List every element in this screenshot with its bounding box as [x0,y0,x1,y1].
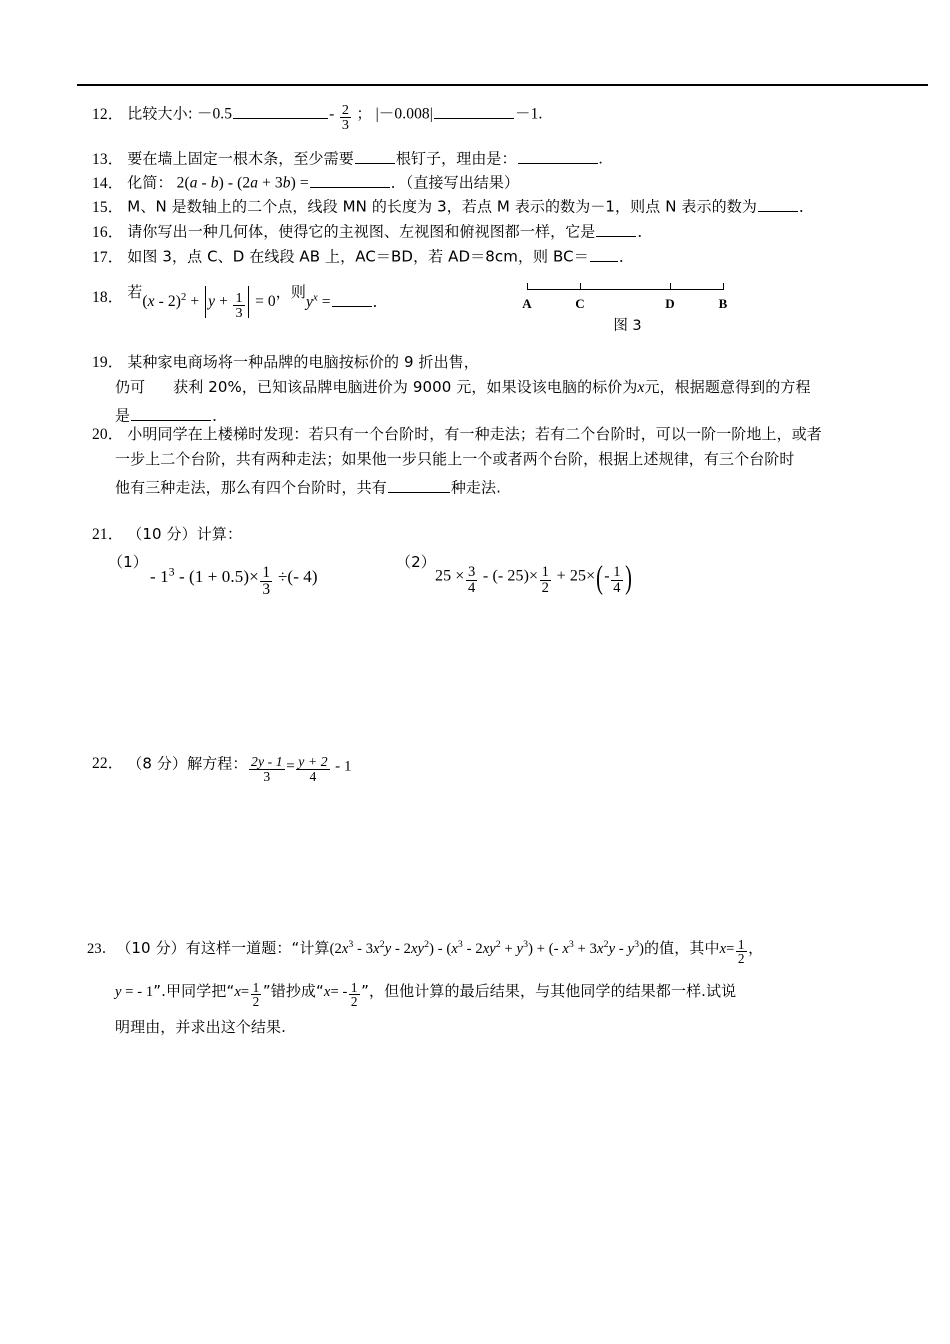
q21-sub2-fraction-3 [611,565,622,596]
fraction-numerator: 1 [262,564,271,582]
question-21-sub1-expression [150,562,318,599]
question-22-lhs-fraction [249,755,285,784]
fraction-numerator: 1 [235,289,243,306]
question-14-var-b: b [210,174,219,192]
q21-sub2-fraction-2 [540,565,551,596]
question-20-text-line-1: 小明同学在上楼梯时发现：若只有一个台阶时，有一种走法；若有二个台阶时，可以一阶一阶地上，或者 [127,425,822,443]
question-23-x-fraction [736,938,747,966]
fraction-denominator: 2 [541,579,550,596]
question-23-line1-c: 的值，其中 [644,939,720,958]
question-12-value-b: |－0.008| [375,105,433,123]
question-14-var-a: a [189,174,198,192]
question-12-separator: ； [356,104,372,123]
question-23-var-y: y [115,984,122,1001]
fraction-denominator: 4 [309,768,317,784]
question-14-text-1: 化简： [127,173,173,192]
figure-3-caption: 图 3 [613,318,642,334]
figure-3-segment [527,289,723,290]
q21-sub1-p2: - (1 + 0.5)× [174,567,259,587]
question-19-text-line-3: 是 [115,406,131,425]
question-19-var-x: x [637,379,645,396]
question-18-text-1: 若 [127,283,143,302]
fraction-numerator: 1 [350,979,358,995]
question-22-points: （8 分） [127,754,188,773]
question-23-quote-4: ” [361,982,369,1001]
question-23-fraction-2 [349,981,360,1009]
question-21-number: 21． [92,526,124,543]
question-23-expression: $(2x^3 - 3x^2y - 2xy^2) - (x^3 - 2xy^2 + y^3)$ + (- $x^3 + 3x^2y - y^3$) [329,939,645,958]
question-23-eq-1: = [240,984,250,1001]
q21-sub2-p3: + 25× [552,567,596,585]
abs-bar-left-icon [205,286,206,318]
question-20-text-line-2: 一步上二个台阶，共有两种走法；如果他一步只能上一个或者两个台阶，根据上述规律，有三个台阶时 [115,450,795,468]
question-23-equals: = [726,941,735,958]
question-21-points: （10 分） [127,525,197,543]
question-15 [92,196,815,215]
question-18-power: 2 [180,291,187,303]
question-18-yx-exp: x [312,292,318,304]
question-23-line1-b: 计算 [299,939,330,958]
fraction-numerator: 2 [341,102,350,119]
question-12-fraction [340,103,351,133]
question-17-text-1: 如图 3，点 C、D 在线段 AB 上，AC＝BD，若 AD＝8cm，则 BC＝ [127,247,589,266]
question-22-rhs-fraction [296,755,329,784]
fraction-denominator: 3 [235,305,243,322]
question-14 [92,172,519,191]
question-23-line-1 [87,935,764,967]
question-23-line3: 明理由，并求出这个结果. [115,1018,286,1036]
fraction-numerator: y + 2 [298,753,328,769]
question-18-yx-base: y [305,294,313,312]
question-12-blank-2[interactable] [434,103,514,119]
question-15-blank[interactable] [758,196,798,212]
question-13-number: 13． [92,150,124,168]
fraction-numerator: 1 [613,564,621,581]
fraction-numerator: 2y - 1 [251,753,283,769]
question-20-text-line-3b: 种走法. [450,478,501,497]
question-15-number: 15． [92,198,124,216]
fraction-numerator: 1 [252,979,260,995]
q21-sub1-p3: ÷(- 4) [273,567,318,587]
question-23-y-value: = - 1 [121,984,154,1001]
question-15-text-1: M、N 是数轴上的二个点，线段 MN 的长度为 3，若点 M 表示的数为－1，则点 N 表示的数为 [127,197,757,216]
question-21 [92,527,242,543]
question-23-quote-1: “ [226,982,235,1001]
question-22-rhs-tail: - 1 [331,758,352,775]
question-18-expr-plus2: + [215,293,232,311]
question-14-expr-2: - [197,174,211,192]
fraction-denominator: 2 [350,994,358,1010]
fraction-denominator: 3 [341,117,350,134]
figure-3-tick-c [580,283,581,290]
question-15-text-2: ． [798,198,815,216]
question-13 [92,148,603,167]
question-14-expr-3: ) - (2 [218,174,251,192]
fraction-denominator: 3 [263,768,271,784]
question-22-number: 22． [92,755,124,773]
question-14-number: 14． [92,174,124,192]
figure-3-label-d: D [665,296,675,311]
question-13-text-2: 根钉子，理由是： [395,149,517,168]
question-23-line-2 [115,978,737,1010]
question-17-text-2: ． [618,248,635,266]
question-21-sub2-label [396,555,436,570]
question-17-blank[interactable] [590,246,618,262]
question-17-number: 17． [92,248,124,266]
question-18-expr-eq2: = [317,294,331,312]
question-23-quote-3: “ [316,982,324,1001]
question-12 [92,100,543,134]
question-20-line-2 [115,452,795,468]
question-23-line2-b: 错抄成 [270,982,317,1001]
question-23-line-3 [115,1020,286,1036]
figure-3-label-a: A [522,296,532,311]
question-18-var-y: y [208,293,216,311]
sub-label-1: （1） [108,553,148,571]
question-19-line-3 [115,405,228,424]
question-14-var-c: a [250,174,259,192]
question-21-sub1-label [108,555,148,570]
question-22-text: 解方程： [187,754,248,773]
fraction-denominator: 3 [262,581,271,599]
question-23-var-x: x [719,941,727,958]
question-23-comma: ， [748,939,764,958]
question-19-text-line-2b: 获利 20%，已知该品牌电脑进价为 9000 元，如果设该电脑的标价为 [173,378,638,396]
fraction-denominator: 4 [613,579,621,596]
figure-3-label-b: B [718,296,728,311]
question-13-text-1: 要在墙上固定一根木条，至少需要 [127,149,354,168]
q21-sub2-p2: - (- 25)× [478,567,539,585]
question-14-text-2: ．（直接写出结果） [390,173,520,192]
question-14-expr-1: 2( [176,174,190,192]
figure-3-label-c: C [575,296,585,311]
question-16 [92,221,653,240]
fraction-denominator: 4 [467,579,476,596]
question-21-sub2-expression: 25 × $\frac{3}{4}$ - (- 25)× $\frac{1}{2}$ + 25×(- $\frac{1}{4}$ ) [435,559,633,596]
question-19-period: ． [212,407,228,425]
question-23-quote-2: ” [262,982,271,1001]
question-18 [92,282,389,322]
question-12-number: 12． [92,105,124,123]
question-23-number: 23． [87,941,117,958]
figure-3-tick-b [723,283,724,290]
question-16-text-2: ． [637,223,654,241]
q21-sub1-fraction [260,565,272,598]
question-16-number: 16． [92,223,124,241]
fraction-numerator: 1 [737,936,745,952]
figure-3-tick-a [527,283,528,290]
question-12-op: - [329,105,335,123]
question-17 [92,246,634,265]
question-20-blank[interactable] [388,477,450,493]
question-21-text: 计算： [196,525,243,543]
question-23-x1: x [234,984,241,1001]
question-23-line2-c: ，但他计算的最后结果，与其他同学的结果都一样.试说 [368,982,737,1001]
question-19-text-line-2a: 仍可 [115,378,146,396]
question-23-x2: x [323,984,331,1001]
header-rule [77,84,928,86]
question-20-text-line-3a: 他有三种走法，那么有四个台阶时，共有 [115,478,387,497]
question-14-expr-5: ) = [290,174,309,192]
question-23-points: （10 分） [116,939,186,958]
question-12-value-c: －1. [515,105,543,123]
question-16-text-1: 请你写出一种几何体，使得它的主视图、左视图和俯视图都一样，它是 [127,222,596,241]
question-20-line-3 [115,477,501,496]
question-18-blank[interactable] [332,291,372,307]
fraction-numerator: 3 [467,564,476,581]
figure-3 [520,281,735,333]
question-12-value-a: －0.5 [196,105,233,123]
question-20-line-1 [92,427,822,443]
question-14-blank[interactable] [310,172,390,188]
question-23-close-quote: ” [153,982,162,1001]
question-22-equals: = [286,758,295,775]
question-19-blank[interactable] [131,405,211,421]
question-18-var-x: x [147,293,155,311]
question-18-expr-eq: = 0 [251,293,276,311]
question-18-expr-plus: + [186,293,204,311]
question-23-line1-a: 有这样一道题： [185,939,292,958]
question-23-eq-2: = - [330,984,348,1001]
question-19-number: 19． [92,354,124,371]
question-18-text-2: ，则 [275,283,306,302]
question-13-text-3: . [598,150,603,168]
question-18-text-3: ． [372,294,389,312]
question-20-number: 20． [92,426,124,443]
q21-sub2-p1: 25 × [435,567,465,585]
question-12-blank-1[interactable] [233,103,328,119]
question-18-expr-open: ( [142,293,148,311]
fraction-numerator: 1 [541,564,550,581]
question-14-var-d: b [282,174,291,192]
q21-sub2-fraction-1 [466,565,477,596]
question-12-label: 比较大小: [127,104,193,123]
q21-sub1-exp: 3 [168,565,175,579]
question-16-blank[interactable] [596,221,636,237]
figure-3-tick-d [670,283,671,290]
sub-label-2: （2） [396,553,436,571]
question-13-blank-2[interactable] [518,148,598,164]
fraction-denominator: 2 [737,951,745,967]
question-14-expr-4: + 3 [258,174,283,192]
fraction-denominator: 2 [252,994,260,1010]
question-22 [92,750,352,784]
q21-sub1-p1: - 1 [150,567,169,587]
abs-bar-right-icon [248,286,249,318]
question-19-line-1 [92,355,479,371]
question-23-line2-a: .甲同学把 [161,982,227,1001]
question-23-open-quote: “ [291,939,300,958]
question-19-text-line-1: 某种家电商场将一种品牌的电脑按标价的 9 折出售， [127,353,479,371]
question-19-line-2 [115,380,811,396]
question-18-expr-minus2: - 2) [154,293,181,311]
question-19-text-line-2c: 元，根据题意得到的方程 [644,378,811,396]
question-13-blank-1[interactable] [355,148,395,164]
question-23-fraction-1 [251,981,262,1009]
question-18-fraction [233,291,244,321]
q21-sub2-p4: - [604,567,610,585]
question-18-number: 18． [92,289,124,307]
